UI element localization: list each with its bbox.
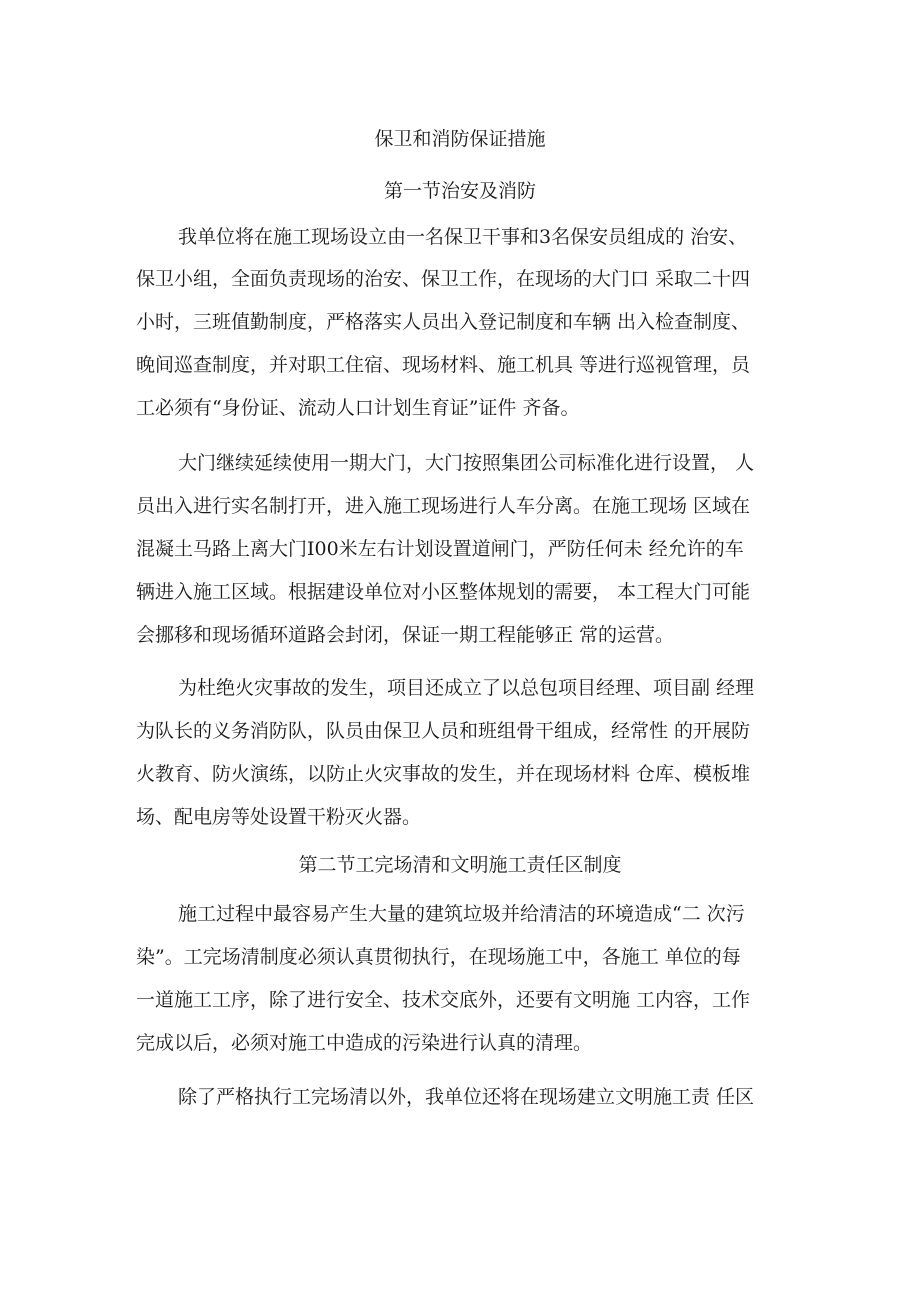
document-title: 保卫和消防保证措施	[374, 128, 546, 150]
paragraph-1-line: 保卫小组，全面负责现场的治安、保卫工作，在现场的大门口 采取二十四	[136, 268, 751, 290]
paragraph-3-line: 为队长的义务消防队，队员由保卫人员和班组骨干组成，经常性 的开展防	[136, 720, 751, 742]
paragraph-1-line: 工必须有“身份证、流动人口计划生育证”证件 齐备。	[136, 397, 580, 419]
paragraph-1-line: 我单位将在施工现场设立由一名保卫干事和3名保安员组成的 治安、	[178, 226, 748, 248]
paragraph-2-line: 辆进入施工区域。根据建设单位对小区整体规划的需要， 本工程大门可能	[136, 581, 751, 603]
paragraph-2-line: 会挪移和现场循环道路会封闭，保证一期工程能够正 常的运营。	[136, 624, 675, 646]
section-1-heading: 第一节治安及消防	[383, 180, 536, 202]
section-2-heading: 第二节工完场清和文明施工责任区制度	[298, 854, 622, 876]
paragraph-3-line: 场、配电房等处设置干粉灭火器。	[136, 806, 422, 828]
paragraph-2-line: 员出入进行实名制打开，进入施工现场进行人车分离。在施工现场 区域在	[136, 495, 751, 517]
paragraph-5-line: 除了严格执行工完场清以外，我单位还将在现场建立文明施工责 任区	[178, 1086, 755, 1108]
paragraph-3-line: 为杜绝火灾事故的发生，项目还成立了以总包项目经理、项目副 经理	[178, 677, 755, 699]
paragraph-1-line: 小时，三班值勤制度，严格落实人员出入登记制度和车辆 出入检查制度、	[136, 311, 751, 333]
paragraph-4-line: 染”。工完场清制度必须认真贯彻执行，在现场施工中，各施工 单位的每	[136, 946, 741, 968]
paragraph-2-line: 大门继续延续使用一期大门，大门按照集团公司标准化进行设置， 人	[178, 452, 755, 474]
paragraph-3-line: 火教育、防火演练，以防止火灾事故的发生，并在现场材料 仓库、模板堆	[136, 763, 751, 785]
paragraph-1-line: 晚间巡查制度，并对职工住宿、现场材料、施工机具 等进行巡视管理，员	[136, 354, 751, 376]
paragraph-4-line: 一道施工工序，除了进行安全、技术交底外，还要有文明施 工内容，工作	[136, 989, 751, 1011]
paragraph-4-line: 施工过程中最容易产生大量的建筑垃圾并给清洁的环境造成“二 次污	[178, 903, 745, 925]
paragraph-2-line: 混凝土马路上离大门I00米左右计划设置道闸门，严防任何未 经允许的车	[136, 538, 744, 560]
paragraph-4-line: 完成以后，必须对施工中造成的污染进行认真的清理。	[136, 1032, 593, 1054]
